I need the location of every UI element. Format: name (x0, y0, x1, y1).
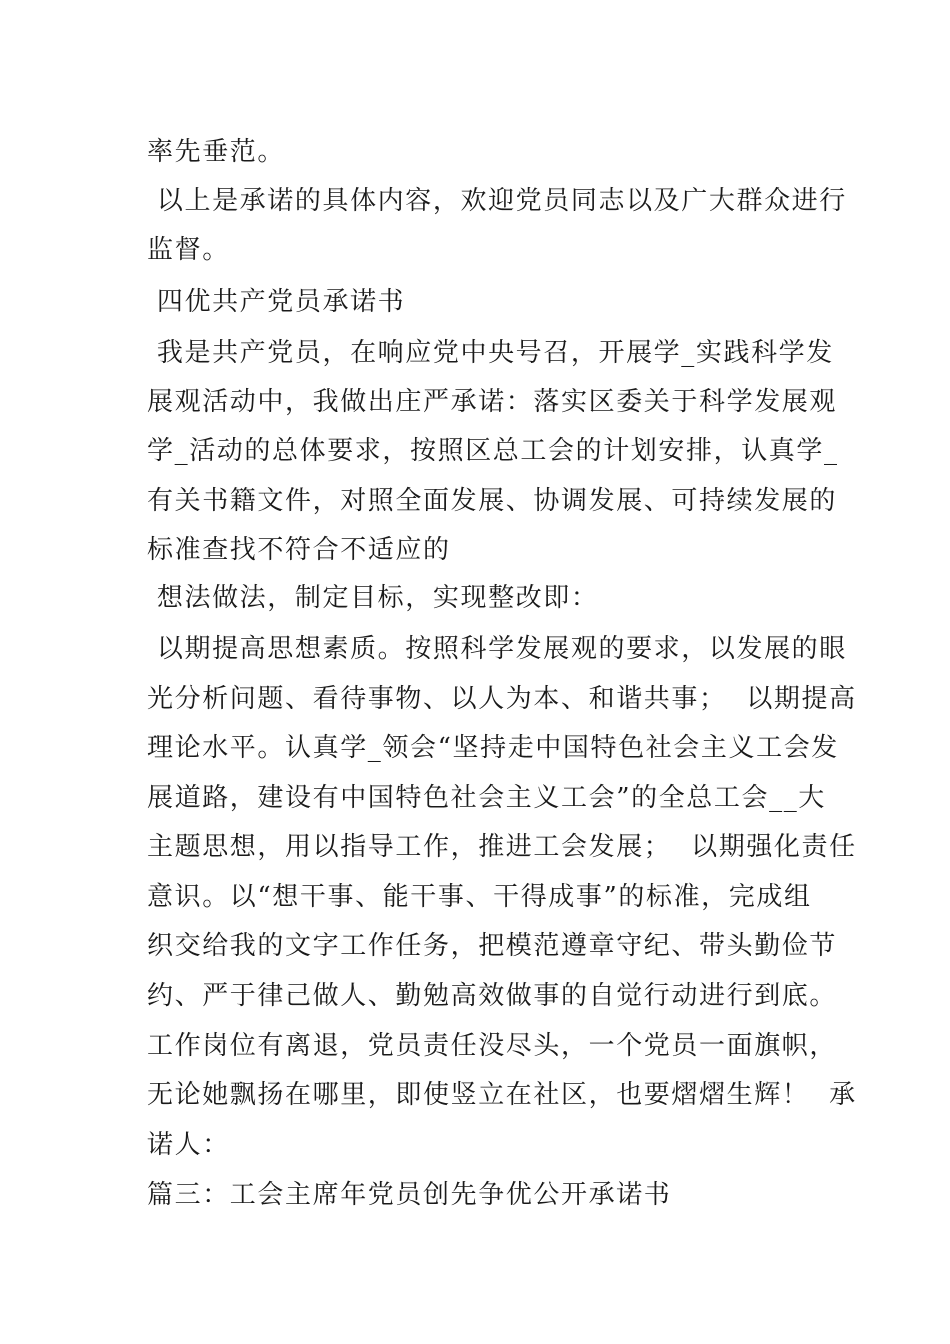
text-line: 想法做法，制定目标，实现整改即： (147, 583, 599, 613)
text-line: 我是共产党员，在响应党中央号召，开展学_实践科学发 (147, 338, 834, 368)
text-line: 有关书籍文件，对照全面发展、协调发展、可持续发展的 (147, 486, 838, 516)
text-line: 理论水平。认真学_领会“坚持走中国特色社会主义工会发 (147, 733, 839, 763)
section-heading: 篇三：工会主席年党员创先争优公开承诺书 (147, 1180, 672, 1210)
text-line: 展道路，建设有中国特色社会主义工会”的全总工会__大 (147, 783, 826, 813)
text-line: 光分析问题、看待事物、以人为本、和谐共事； 以期提高 (147, 684, 857, 714)
text-line: 织交给我的文字工作任务，把模范遵章守纪、带头勤俭节 (147, 931, 838, 961)
text-line: 工作岗位有离退，党员责任没尽头，一个党员一面旗帜， (147, 1031, 838, 1061)
text-line: 率先垂范。 (147, 137, 286, 167)
text-line: 标准查找不符合不适应的 (147, 535, 451, 565)
text-line: 诺人： (147, 1130, 230, 1160)
text-line: 无论她飘扬在哪里，即使竖立在社区，也要熠熠生辉！ 承 (147, 1080, 857, 1110)
text-line: 意识。以“想干事、能干事、干得成事”的标准，完成组 (147, 882, 812, 912)
text-line: 学_活动的总体要求，按照区总工会的计划安排，认真学_ (147, 436, 839, 466)
text-line: 主题思想，用以指导工作，推进工会发展； 以期强化责任 (147, 832, 857, 862)
text-line: 展观活动中，我做出庄严承诺：落实区委关于科学发展观 (147, 387, 838, 417)
text-line: 以上是承诺的具体内容，欢迎党员同志以及广大群众进行 (147, 186, 847, 216)
text-line: 以期提高思想素质。按照科学发展观的要求，以发展的眼 (147, 634, 847, 664)
text-line: 约、严于律己做人、勤勉高效做事的自觉行动进行到底。 (147, 981, 838, 1011)
section-heading: 四优共产党员承诺书 (147, 287, 406, 317)
text-line: 监督。 (147, 235, 230, 265)
